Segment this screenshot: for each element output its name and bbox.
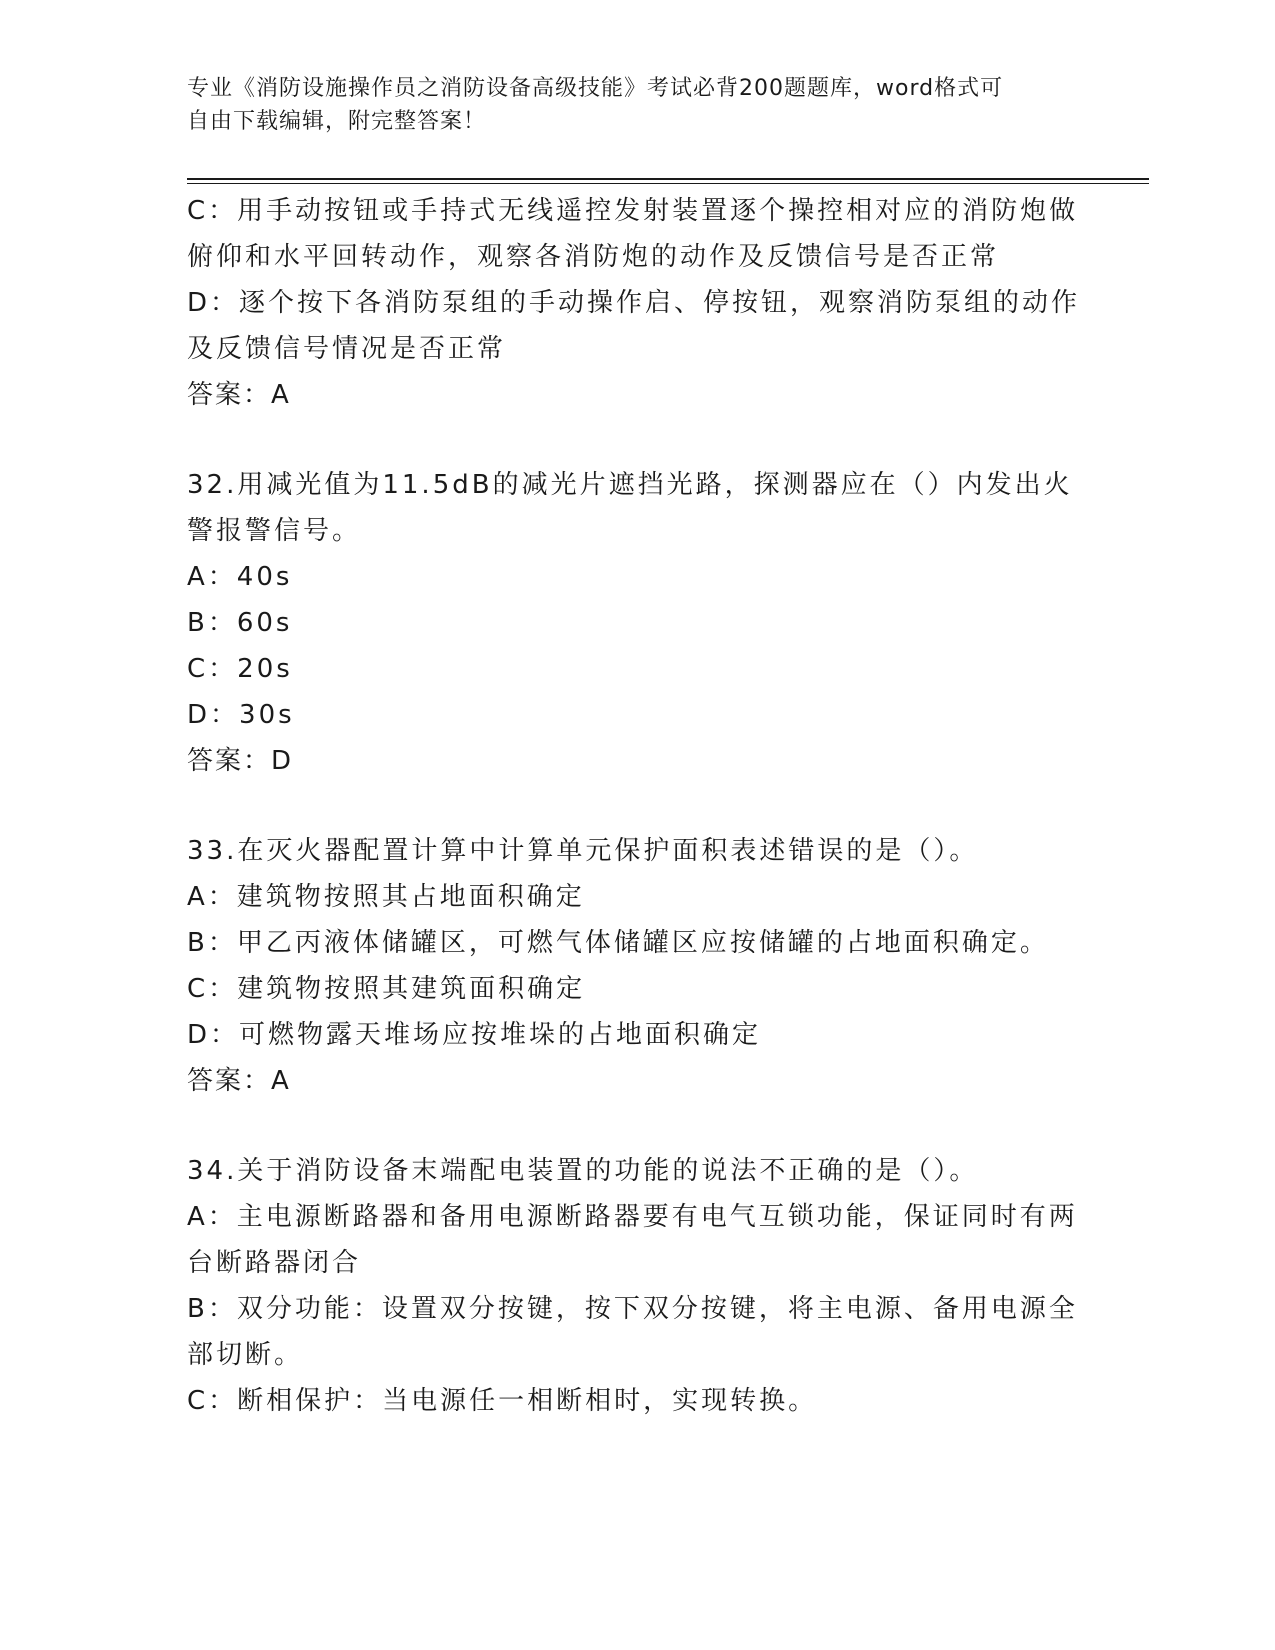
q31-option-c-line2: 俯仰和水平回转动作，观察各消防炮的动作及反馈信号是否正常 [187,242,1000,272]
header-divider-thin [187,183,1149,184]
q32-question-line1: 32.用减光值为11.5dB的减光片遮挡光路，探测器应在（）内发出火 [187,470,1073,500]
q33-answer: 答案：A [187,1066,291,1096]
q32-question-line2: 警报警信号。 [187,516,362,546]
q32-option-d: D：30s [187,700,295,730]
q31-option-d-line1: D：逐个按下各消防泵组的手动操作启、停按钮，观察消防泵组的动作 [187,288,1081,318]
q32-answer: 答案：D [187,746,294,776]
spacer [187,1104,1087,1148]
header-line-1: 专业《消防设施操作员之消防设备高级技能》考试必背200题题库，word格式可 [187,76,1004,101]
question-31-tail [187,188,1087,418]
header-line-2: 自由下载编辑，附完整答案！ [187,109,487,134]
q32-option-c: C：20s [187,654,293,684]
q34-option-c: C：断相保护：当电源任一相断相时，实现转换。 [187,1386,818,1416]
q34-option-a-line2: 台断路器闭合 [187,1248,362,1278]
document-body [187,188,1087,1424]
q33-question: 33.在灭火器配置计算中计算单元保护面积表述错误的是（）。 [187,836,979,866]
q33-option-d: D：可燃物露天堆场应按堆垛的占地面积确定 [187,1020,762,1050]
q34-option-a-line1: A：主电源断路器和备用电源断路器要有电气互锁功能，保证同时有两 [187,1202,1078,1232]
header-divider-thick [187,178,1149,180]
q34-option-b-line2: 部切断。 [187,1340,304,1370]
q34-question: 34.关于消防设备末端配电装置的功能的说法不正确的是（）。 [187,1156,979,1186]
spacer [187,784,1087,828]
q34-option-b-line1: B：双分功能：设置双分按键，按下双分按键，将主电源、备用电源全 [187,1294,1078,1324]
q31-option-c-line1: C：用手动按钮或手持式无线遥控发射装置逐个操控相对应的消防炮做 [187,196,1079,226]
question-34 [187,1148,1087,1424]
q33-option-b: B：甲乙丙液体储罐区，可燃气体储罐区应按储罐的占地面积确定。 [187,928,1049,958]
q31-answer: 答案：A [187,380,291,410]
spacer [187,418,1087,462]
q32-option-b: B：60s [187,608,293,638]
question-33 [187,828,1087,1104]
q33-option-c: C：建筑物按照其建筑面积确定 [187,974,586,1004]
q33-option-a: A：建筑物按照其占地面积确定 [187,882,585,912]
q31-option-d-line2: 及反馈信号情况是否正常 [187,334,507,364]
question-32 [187,462,1087,784]
q32-option-a: A：40s [187,562,293,592]
document-header [187,72,1077,138]
